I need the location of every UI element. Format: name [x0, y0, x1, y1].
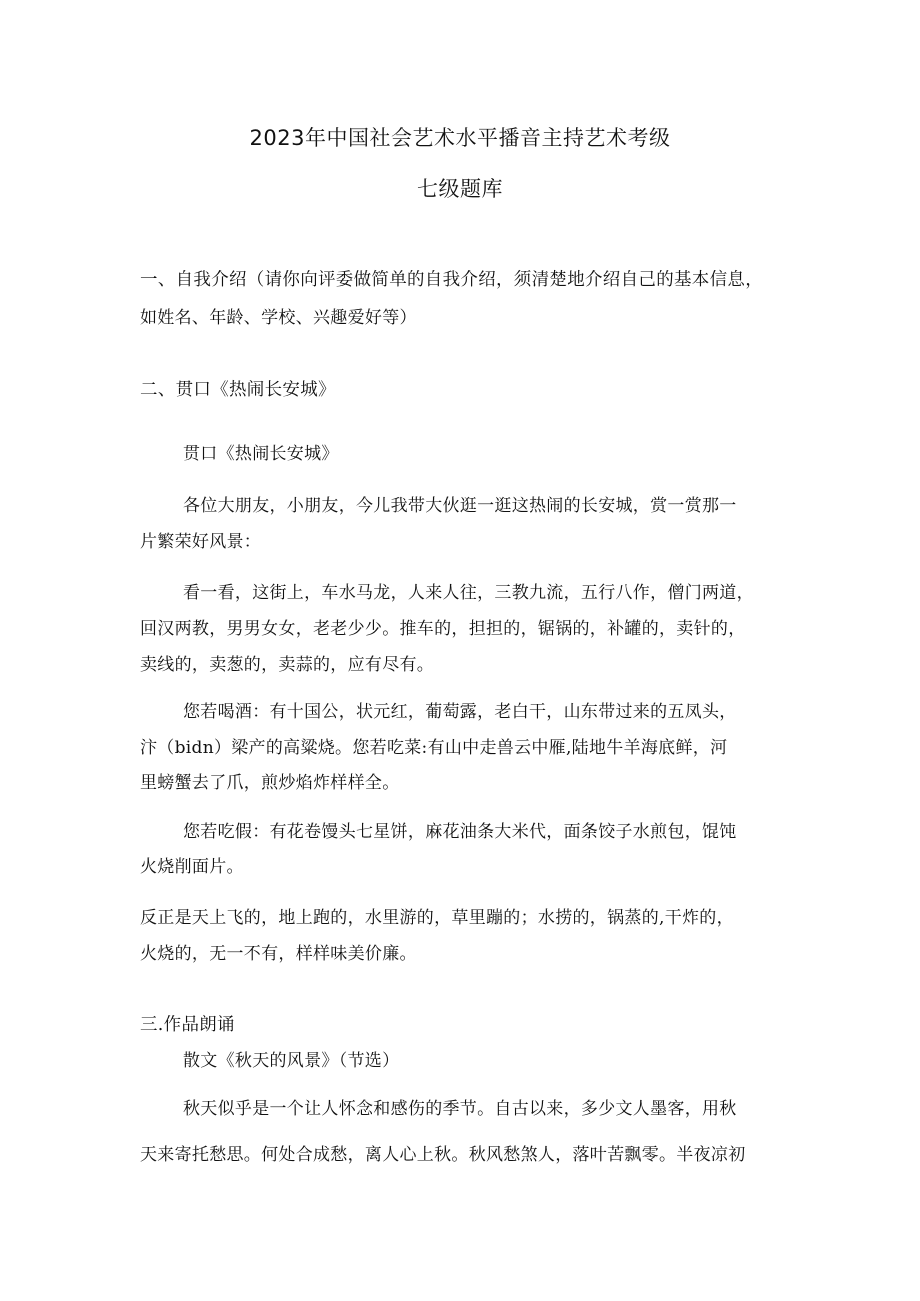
document-title: 2023年中国社会艺术水平播音主持艺术考级 [249, 126, 671, 150]
paragraph-line: 反正是天上飞的，地上跑的，水里游的，草里蹦的；水捞的，锅蒸的,干炸的， [140, 908, 734, 928]
document-subtitle: 七级题库 [417, 177, 503, 201]
section-1-heading-cont: 如姓名、年龄、学校、兴趣爱好等） [140, 308, 417, 328]
paragraph-line: 火烧的，无一不有，样样味美价廉。 [140, 944, 417, 964]
piece-title-prose: 散文《秋天的风景》（节选） [183, 1051, 400, 1071]
section-1-heading: 一、自我介绍（请你向评委做简单的自我介绍，须清楚地介绍自己的基本信息， [140, 270, 763, 290]
paragraph-line: 看一看，这街上，车水马龙，人来人往，三教九流，五行八作，僧门两道， [183, 583, 754, 603]
paragraph-line: 各位大朋友，小朋友，今儿我带大伙逛一逛这热闹的长安城，赏一赏那一 [183, 496, 737, 516]
paragraph-line: 里螃蟹去了爪，煎炒焰炸样样全。 [140, 773, 400, 793]
section-3-heading: 三.作品朗诵 [140, 1015, 235, 1035]
paragraph-line: 火烧削面片。 [140, 857, 244, 877]
paragraph-line: 秋天似乎是一个让人怀念和感伤的季节。自古以来，多少文人墨客，用秋 [183, 1099, 737, 1119]
paragraph-line: 天来寄托愁思。何处合成愁，离人心上秋。秋风愁煞人，落叶苦飘零。半夜凉初 [140, 1145, 746, 1165]
paragraph-line: 汴（bidn）梁产的高粱烧。您若吃菜:有山中走兽云中雁,陆地牛羊海底鲜，河 [140, 738, 728, 758]
paragraph-line: 片繁荣好风景： [140, 532, 262, 552]
section-2-heading: 二、贯口《热闹长安城》 [140, 380, 336, 400]
paragraph-line: 回汉两教，男男女女，老老少少。推车的，担担的，锯锅的，补罐的，卖针的， [140, 619, 746, 639]
paragraph-line: 您若吃假：有花卷馒头七星饼，麻花油条大米代，面条饺子水煎包，馄饨 [183, 822, 737, 842]
paragraph-line: 卖线的，卖葱的，卖蒜的，应有尽有。 [140, 655, 435, 675]
paragraph-line: 您若喝酒：有十国公，状元红，葡萄露，老白干，山东带过来的五凤头， [183, 702, 737, 722]
piece-title-guankou: 贯口《热闹长安城》 [183, 444, 339, 464]
